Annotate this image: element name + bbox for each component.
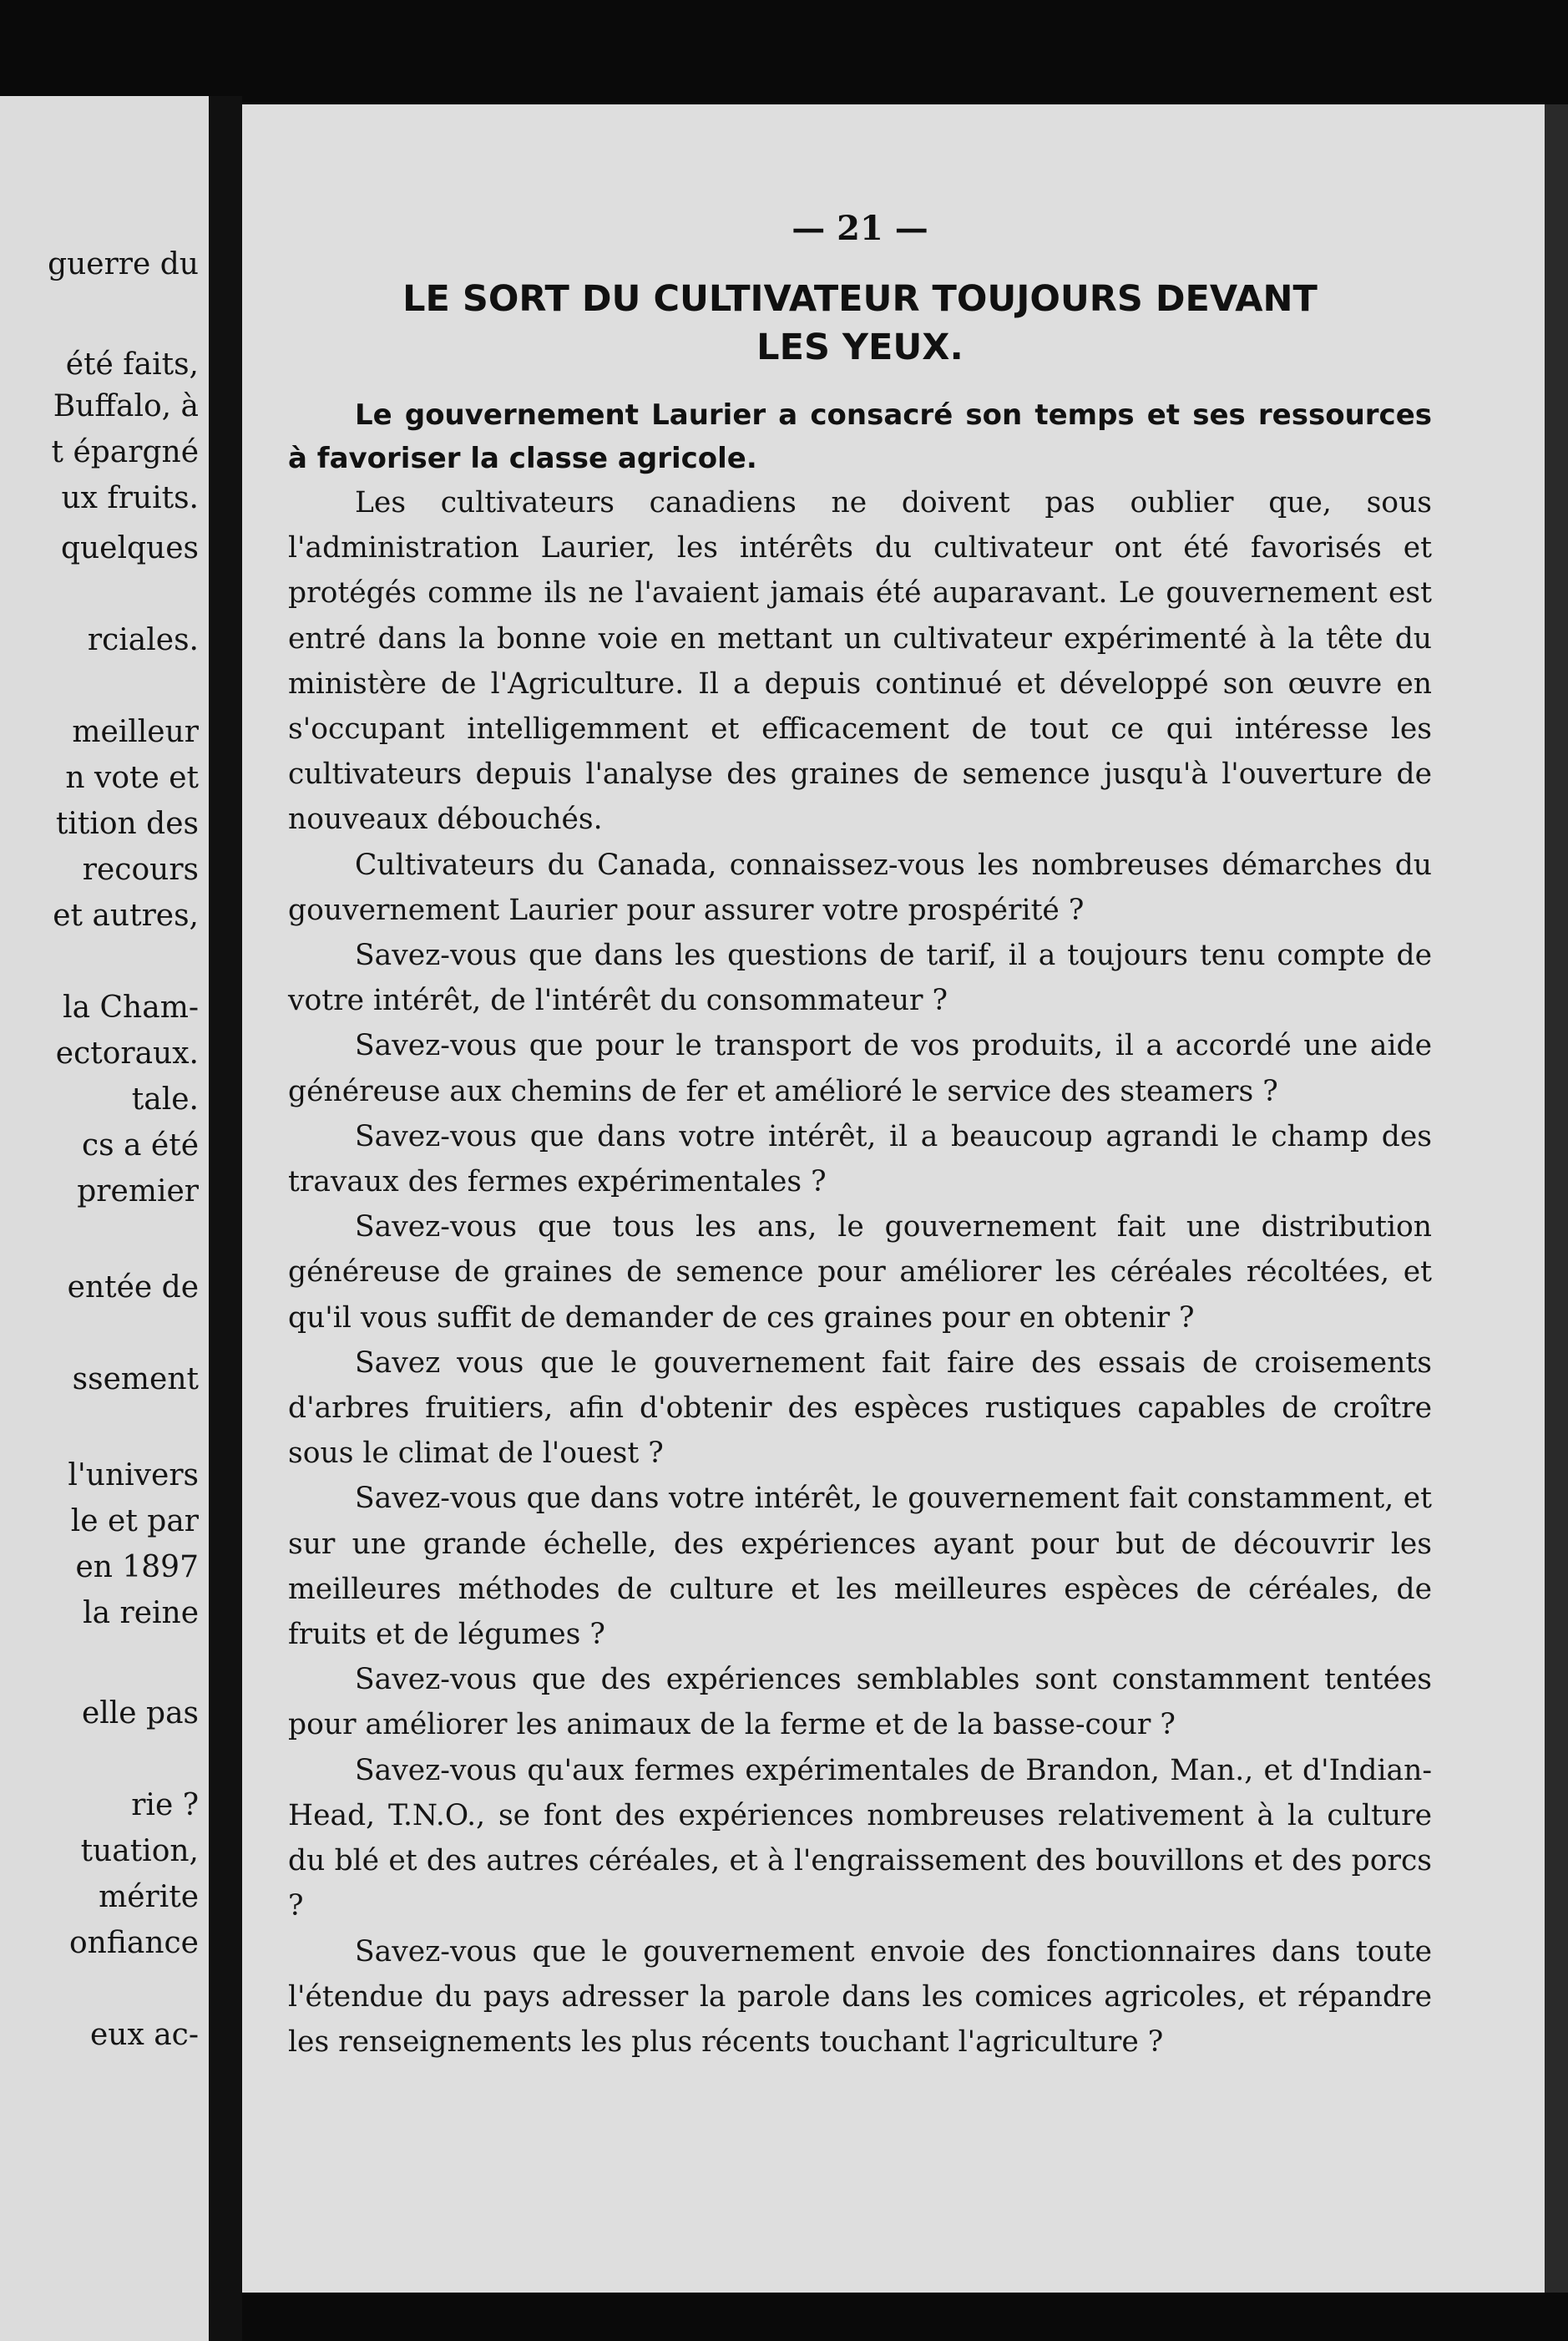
- paragraph: Savez vous que le gouvernement fait faire des essais de croisements d'arbres fruitiers, afin d'obtenir des espèces rustiques capables de croître sous le climat de l'ouest ?: [288, 1345, 1432, 1471]
- page-content: [288, 209, 1432, 2065]
- left-page-line: meilleur: [72, 715, 199, 749]
- left-page-line: été faits,: [65, 347, 199, 382]
- left-page-line: n vote et: [65, 761, 199, 795]
- section-subtitle: Le gouvernement Laurier a consacré son temps et ses ressources à favoriser la classe agricole.: [288, 398, 1432, 475]
- left-page-line: quelques: [60, 531, 199, 565]
- paragraph: Savez-vous que des expériences semblables sont constamment tentées pour améliorer les animaux de la ferme et de la basse-cour ?: [288, 1663, 1432, 1742]
- section-title: [288, 275, 1432, 372]
- body-text: [288, 480, 1432, 2065]
- left-page-line: entée de: [67, 1270, 199, 1305]
- left-page-line: ectoraux.: [55, 1036, 199, 1071]
- paragraph: Cultivateurs du Canada, connaissez-vous les nombreuses démarches du gouvernement Laurier pour assurer votre prospérité ?: [288, 848, 1432, 927]
- left-page-line: tuation,: [80, 1834, 199, 1868]
- left-page-line: la Cham-: [63, 991, 199, 1025]
- left-page-line: tition des: [55, 807, 199, 841]
- left-page-line: mérite: [99, 1880, 199, 1914]
- paragraph: Savez-vous que pour le transport de vos produits, il a accordé une aide généreuse aux chemins de fer et amélioré le service des steamers ?: [288, 1029, 1432, 1108]
- page-number: — 21 —: [792, 209, 928, 248]
- left-page-line: le et par: [70, 1504, 199, 1538]
- left-page-line: premier: [77, 1174, 199, 1209]
- left-page-line: en 1897: [75, 1550, 199, 1584]
- left-page-line: l'univers: [68, 1458, 199, 1492]
- left-page-line: eux ac-: [89, 2018, 199, 2052]
- paragraph: Savez-vous que tous les ans, le gouvernement fait une distribution généreuse de graines de semence pour améliorer les céréales récoltées, et qu'il vous suffit de demander de ces graines pour en obtenir ?: [288, 1210, 1432, 1335]
- right-page: [242, 104, 1545, 2293]
- left-page-line: t épargné: [51, 435, 199, 469]
- left-page-line: ssement: [72, 1362, 199, 1396]
- paragraph: Les cultivateurs canadiens ne doivent pas oublier que, sous l'administration Laurier, les intérêts du cultivateur ont été favorisés et protégés comme ils ne l'avaient jamais été auparavant. Le gouvernement est entré dans la bonne voie en mettant un cultivateur expérimenté à la tête du ministère de l'Agriculture. Il a depuis continué et développé son œuvre en s'occupant intelligemment et efficacement de tout ce qui intéresse les cultivateurs depuis l'analyse des graines de semence jusqu'à l'ouverture de nouveaux débouchés.: [288, 486, 1432, 837]
- left-page-line: ux fruits.: [61, 481, 199, 515]
- paragraph: Savez-vous que dans les questions de tarif, il a toujours tenu compte de votre intérêt, de l'intérêt du consommateur ?: [288, 939, 1432, 1018]
- left-page-line: Buffalo, à: [53, 389, 199, 423]
- paragraph: Savez-vous que le gouvernement envoie des fonctionnaires dans toute l'étendue du pays adresser la parole dans les comices agricoles, et répandre les renseignements les plus récents touchant l'agriculture ?: [288, 1934, 1432, 2059]
- left-page-line: elle pas: [81, 1696, 199, 1730]
- section-title-line-2: LES YEUX.: [756, 327, 964, 368]
- left-page: [0, 96, 209, 2341]
- left-page-line: tale.: [131, 1082, 199, 1117]
- paragraph: Savez-vous que dans votre intérêt, il a beaucoup agrandi le champ des travaux des fermes expérimentales ?: [288, 1119, 1432, 1199]
- book-spine: [209, 96, 242, 2341]
- left-page-line: rie ?: [131, 1788, 199, 1822]
- page-edge: [1545, 104, 1568, 2293]
- paragraph: Savez-vous que dans votre intérêt, le gouvernement fait constamment, et sur une grande échelle, des expériences ayant pour but de découvrir les meilleures méthodes de culture et les meilleures espèces de céréales, de fruits et de légumes ?: [288, 1482, 1432, 1652]
- section-title-line-1: LE SORT DU CULTIVATEUR TOUJOURS DEVANT: [402, 278, 1318, 320]
- left-page-line: guerre du: [48, 247, 199, 281]
- left-page-line: cs a été: [81, 1128, 199, 1163]
- left-page-line: rciales.: [87, 623, 199, 657]
- left-page-line: et autres,: [53, 899, 199, 933]
- left-page-line: recours: [82, 853, 199, 887]
- left-page-line: onfiance: [69, 1926, 199, 1960]
- paragraph: Savez-vous qu'aux fermes expérimentales de Brandon, Man., et d'Indian-Head, T.N.O., se font des expériences nombreuses relativement à la culture du blé et des autres céréales, et à l'engraissement des bouvillons et des porcs ?: [288, 1753, 1432, 1923]
- left-page-line: la reine: [83, 1596, 199, 1630]
